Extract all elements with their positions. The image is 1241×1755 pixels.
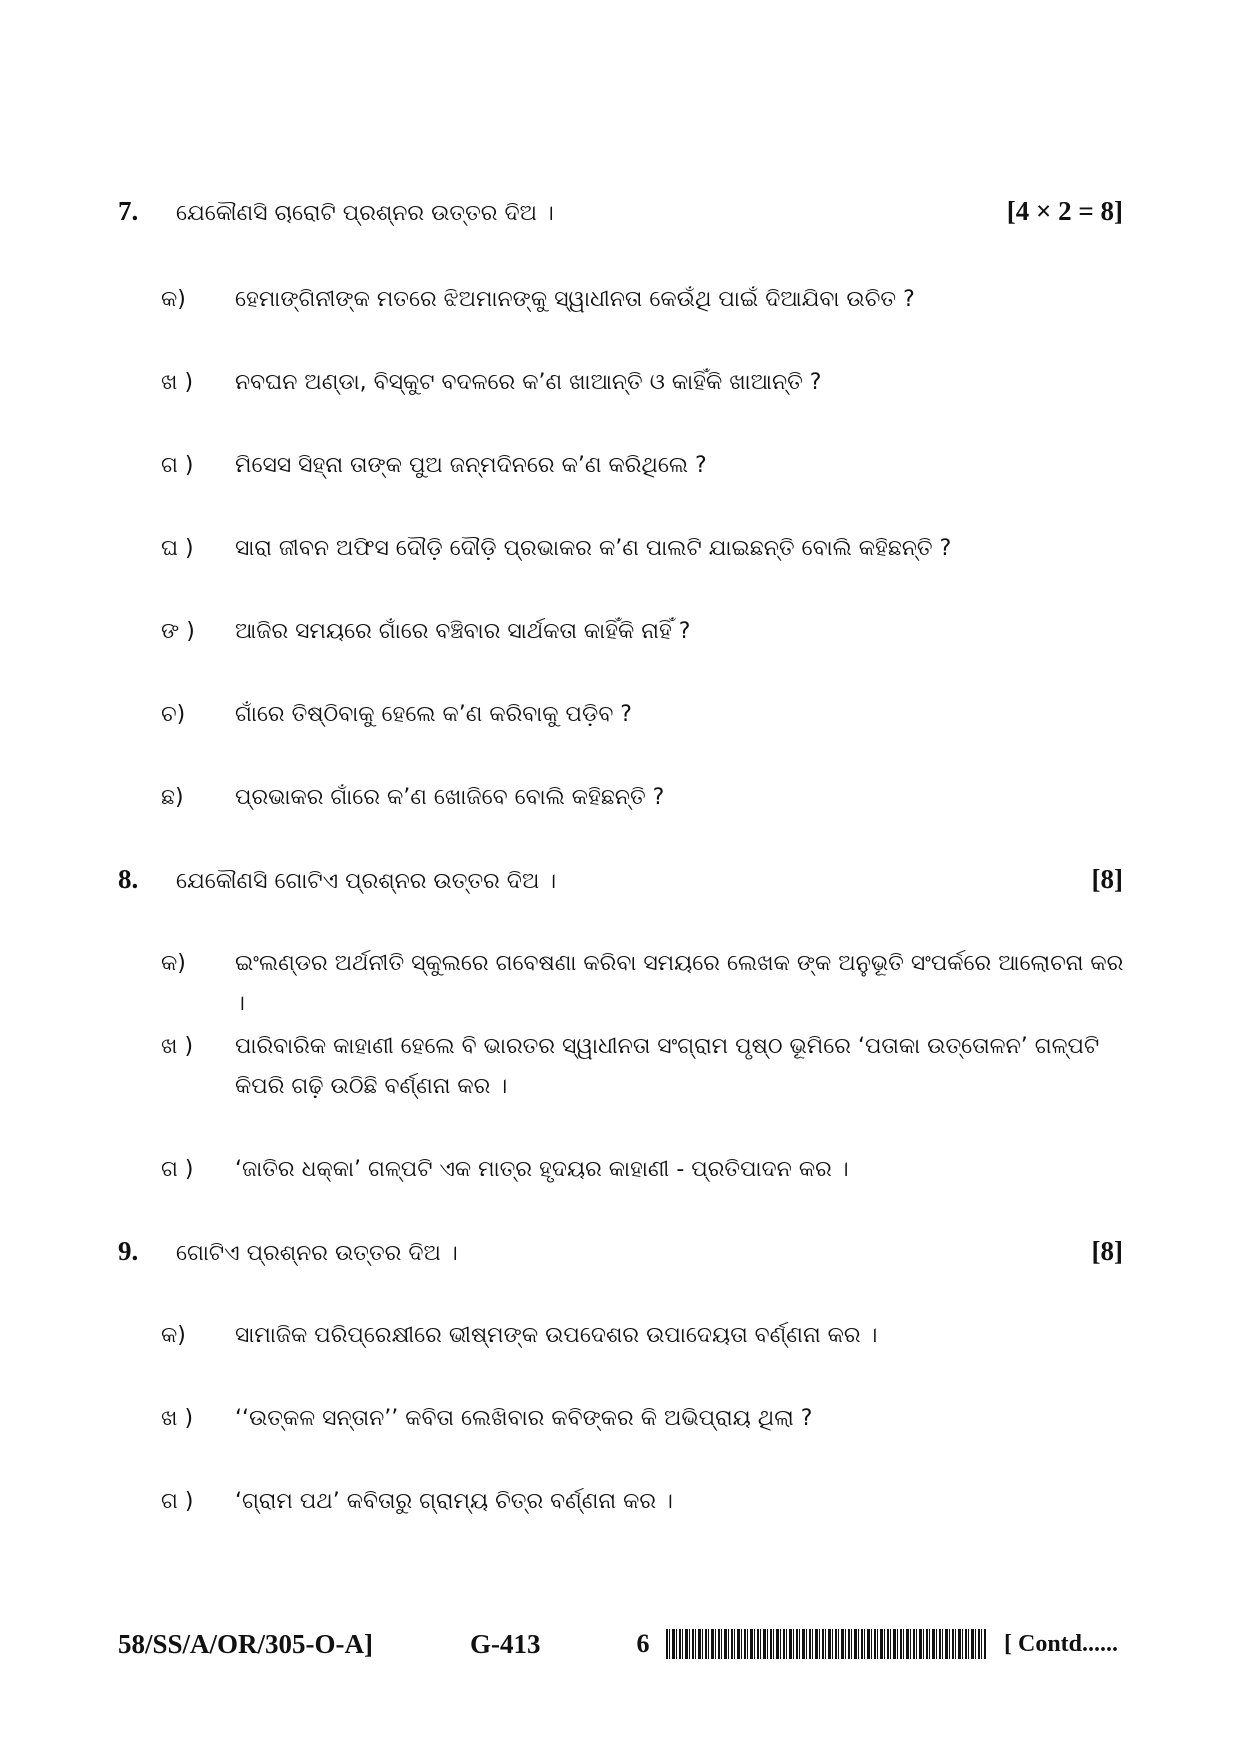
sub-question-text: ସାମାଜିକ ପରିପ୍ରେକ୍ଷୀରେ ଭୀଷ୍ମଙ୍କ ଉପଦେଶର ଉପାଦେୟତା ବର୍ଣ୍ଣନା କର । [235,1323,878,1348]
sub-question-text: ପ୍ରଭାକର ଗାଁରେ କ’ଣ ଖୋଜିବେ ବୋଲି କହିଛନ୍ତି ? [235,785,665,810]
sub-question-label: ଗ ) [161,1489,194,1514]
sub-question-text: ‘ଜାତିର ଧକ୍‌କା’ ଗଳ୍ପଟି ଏକ ମାତ୍ର ହୃଦୟର କାହାଣୀ - ପ୍ରତିପାଦନ କର । [235,1157,849,1182]
page-footer [118,1624,1123,1664]
question-marks: [8] [1091,864,1123,894]
sub-question [161,529,1126,569]
barcode-image [666,1629,986,1659]
question-number: 8. [118,864,139,894]
sub-question [161,695,1126,735]
sub-question [161,1482,1126,1522]
paper-code: 58/SS/A/OR/305-O-A] [118,1628,374,1659]
sub-question-label: ଗ ) [161,1157,194,1182]
sub-question-label: କ) [161,287,186,312]
sub-question-text: ହେମାଙ୍ଗିନୀଙ୍କ ମତରେ ଝିଅମାନଙ୍କୁ ସ୍ୱାଧୀନତା କେଉଁଥି ପାଇଁ ଦିଆଯିବା ଉଚିତ ? [235,287,915,312]
sub-question [161,1150,1126,1190]
sub-question [161,1399,1126,1439]
sub-question-text: ‘ଗ୍ରାମ ପଥ’ କବିତାରୁ ଗ୍ରାମ୍ୟ ଚିତ୍ର ବର୍ଣ୍ଣନା କର । [235,1489,673,1514]
sub-question-label: ଚ) [161,702,186,727]
question-number: 7. [118,196,139,226]
sub-question-label: ଙ ) [161,619,195,644]
continued-note: [ Contd...... [1004,1630,1119,1657]
sub-question-label: ଖ ) [161,1406,194,1431]
sub-question-label: ଘ ) [161,536,194,561]
sub-question-label: ଛ) [161,785,184,810]
question-marks: [4 × 2 = 8] [1006,196,1123,226]
sub-question [161,363,1126,403]
sub-question-label: କ) [161,1323,186,1348]
question-7-header [118,196,1123,227]
sub-question [161,612,1126,652]
sub-question-text: ଗାଁରେ ତିଷ୍ଠିବାକୁ ହେଲେ କ’ଣ କରିବାକୁ ପଡ଼ିବ ? [235,702,632,727]
sub-question-label: କ) [161,951,186,976]
question-9-header [118,1236,1123,1267]
sub-question-text: ନବଘନ ଅଣ୍ଡା, ବିସ୍କୁଟ ବଦଳରେ କ’ଣ ଖାଆନ୍ତି ଓ କାହିଁକି ଖାଆନ୍ତି ? [235,370,822,395]
sub-question [161,778,1126,818]
question-8-header [118,864,1123,895]
series-code: G-413 [470,1628,541,1659]
question-instruction: ଯେକୌଣସି ଗୋଟିଏ ପ୍ରଶ୍ନର ଉତ୍ତର ଦିଅ । [176,869,557,894]
question-marks: [8] [1091,1236,1123,1266]
sub-question-text: ଇଂଲଣ୍ଡର ଅର୍ଥନୀତି ସ୍କୁଲରେ ଗବେଷଣା କରିବା ସମୟରେ ଲେଖକ ଙ୍କ ଅନୁଭୂତି ସଂପର୍କରେ ଆଲୋଚନା କର । [235,951,1124,1016]
sub-question [161,446,1126,486]
sub-question [161,280,1126,320]
sub-question-label: ଖ ) [161,1034,194,1059]
sub-question-text: ‘‘ଉତ୍କଳ ସନ୍ତାନ’’ କବିତା ଲେଖିବାର କବିଙ୍କର କି ଅଭିପ୍ରାୟ ଥିଲା ? [235,1406,813,1431]
question-number: 9. [118,1236,139,1266]
page-number: 6 [636,1629,650,1658]
question-instruction: ଯେକୌଣସି ଚାରୋଟି ପ୍ରଶ୍ନର ଉତ୍ତର ଦିଅ । [176,201,554,226]
sub-question-text: ସାରା ଜୀବନ ଅଫିସ ଦୌଡ଼ି ଦୌଡ଼ି ପ୍ରଭାକର କ’ଣ ପାଲଟି ଯାଇଛନ୍ତି ବୋଲି କହିଛନ୍ତି ? [235,536,952,561]
sub-question-text: ମିସେସ ସିହ୍ନା ତାଙ୍କ ପୁଅ ଜନ୍ମଦିନରେ କ’ଣ କରିଥିଲେ ? [235,453,707,478]
sub-question [161,1316,1126,1356]
sub-question [161,1027,1126,1107]
sub-question-label: ଗ ) [161,453,194,478]
sub-question-text: ଆଜିର ସମୟରେ ଗାଁରେ ବଞ୍ଚିବାର ସାର୍ଥକତା କାହିଁକି ନାହିଁ ? [235,619,691,644]
sub-question-text: ପାରିବାରିକ କାହାଣୀ ହେଲେ ବି ଭାରତର ସ୍ୱାଧୀନତା ସଂଗ୍ରାମ ପୃଷ୍ଠ ଭୂମିରେ ‘ପତାକା ଉତ୍ତୋଳନ’ ଗଳ୍ପଟି କିପରି ଗଢ଼ି ଉଠିଛି ବର୍ଣ୍ଣନା କର । [235,1034,1100,1099]
sub-question [161,944,1126,1024]
sub-question-label: ଖ ) [161,370,194,395]
question-instruction: ଗୋଟିଏ ପ୍ରଶ୍ନର ଉତ୍ତର ଦିଅ । [176,1241,458,1266]
